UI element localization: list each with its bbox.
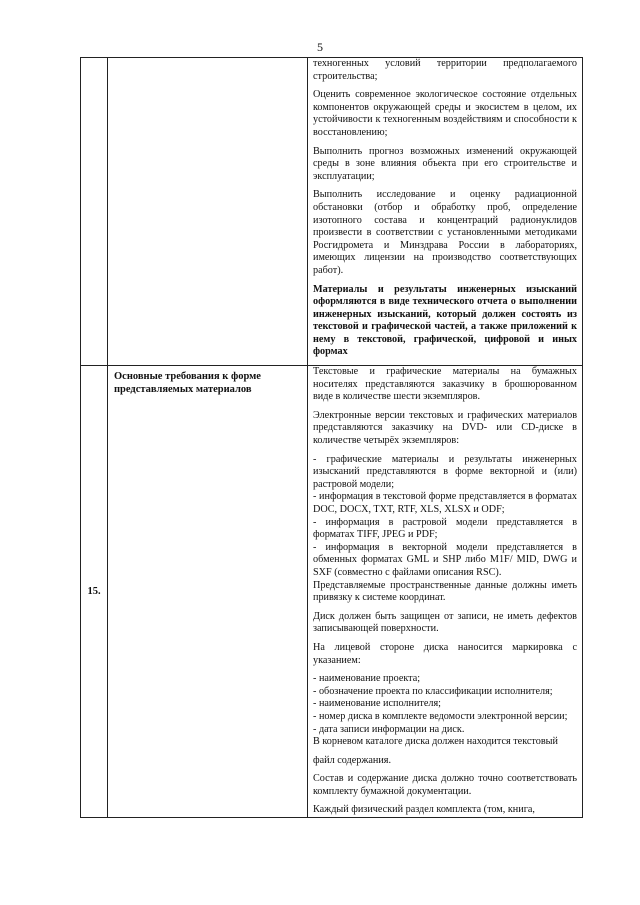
- list-item: - номер диска в комплекте ведомости электронной версии;: [313, 710, 568, 722]
- list-item: - информация в текстовой форме представляется в форматах DOC, DOCX, TXT, RTF, XLS, XLSX и ODF;: [313, 491, 577, 515]
- list-item: - графические материалы и результаты инженерных изысканий представляются в форме векторной и (или) растровой модели;: [313, 453, 577, 490]
- list-item: - информация в векторной модели представляется в обменных форматах GML и SHP либо M1F/ MID, DWG и SXF (совместно с файлами описания RSC).: [313, 541, 577, 578]
- paragraph: Текстовые и графические материалы на бумажных носителях представляются заказчику в брошюрованном виде в количестве шести экземпляров.: [313, 366, 577, 403]
- table-row: [81, 58, 583, 366]
- paragraph: На лицевой стороне диска наносится маркировка с указанием:: [313, 641, 577, 666]
- row-label: Основные требования к форме представляемых материалов: [108, 366, 308, 818]
- requirements-table: [80, 57, 583, 818]
- paragraph: Электронные версии текстовых и графических материалов представляются заказчику на DVD- или CD-диске в количестве четырёх экземпляров:: [313, 409, 577, 447]
- paragraph: В корневом каталоге диска должен находится текстовый: [313, 736, 558, 748]
- paragraph-bold: Материалы и результаты инженерных изысканий оформляются в виде технического отчета о выполнении инженерных изысканий, который должен состоять из текстовой и графической частей, а также приложений к нему в текстовой, графической, цифровой и иных формах: [313, 283, 577, 358]
- row-number: [81, 58, 108, 366]
- row-label: [108, 58, 308, 366]
- paragraph: Выполнить исследование и оценку радиационной обстановки (отбор и обработку проб, определение изотопного состава и концентраций радионуклидов произвести в соответствии с установленными методиками Росгидромета и Минздрава России в лабораториях, имеющих лицензии на производство соответствующих работ).: [313, 189, 577, 276]
- list-item: - наименование проекта;: [313, 673, 421, 685]
- paragraph: Диск должен быть защищен от записи, не иметь дефектов записывающей поверхности.: [313, 610, 577, 635]
- row-number: 15.: [81, 366, 108, 818]
- row-content: [308, 58, 583, 366]
- paragraph: Представляемые пространственные данные должны иметь привязку к системе координат.: [313, 579, 577, 604]
- row-content: [308, 366, 583, 818]
- page-number: 5: [317, 40, 323, 54]
- list-item: - информация в растровой модели представляется в форматах TIFF, JPEG и PDF;: [313, 516, 577, 541]
- paragraph: техногенных условий территории предполагаемого строительства;: [313, 58, 577, 82]
- paragraph: Оценить современное экологическое состояние отдельных компонентов окружающей среды и экосистем в целом, их устойчивости к техногенным воздействиям и способности к восстановлению;: [313, 89, 577, 138]
- paragraph: Выполнить прогноз возможных изменений окружающей среды в зоне влияния объекта при его строительстве и эксплуатации;: [313, 145, 577, 182]
- paragraph: Каждый физический раздел комплекта (том, книга,: [313, 804, 535, 816]
- paragraph: Состав и содержание диска должно точно соответствовать комплекту бумажной документации.: [313, 773, 577, 797]
- paragraph: файл содержания.: [313, 754, 392, 766]
- list-item: - обозначение проекта по классификации исполнителя;: [313, 685, 553, 697]
- list-item: - наименование исполнителя;: [313, 698, 441, 710]
- table-row: [81, 366, 583, 818]
- list-item: - дата записи информации на диск.: [313, 723, 465, 735]
